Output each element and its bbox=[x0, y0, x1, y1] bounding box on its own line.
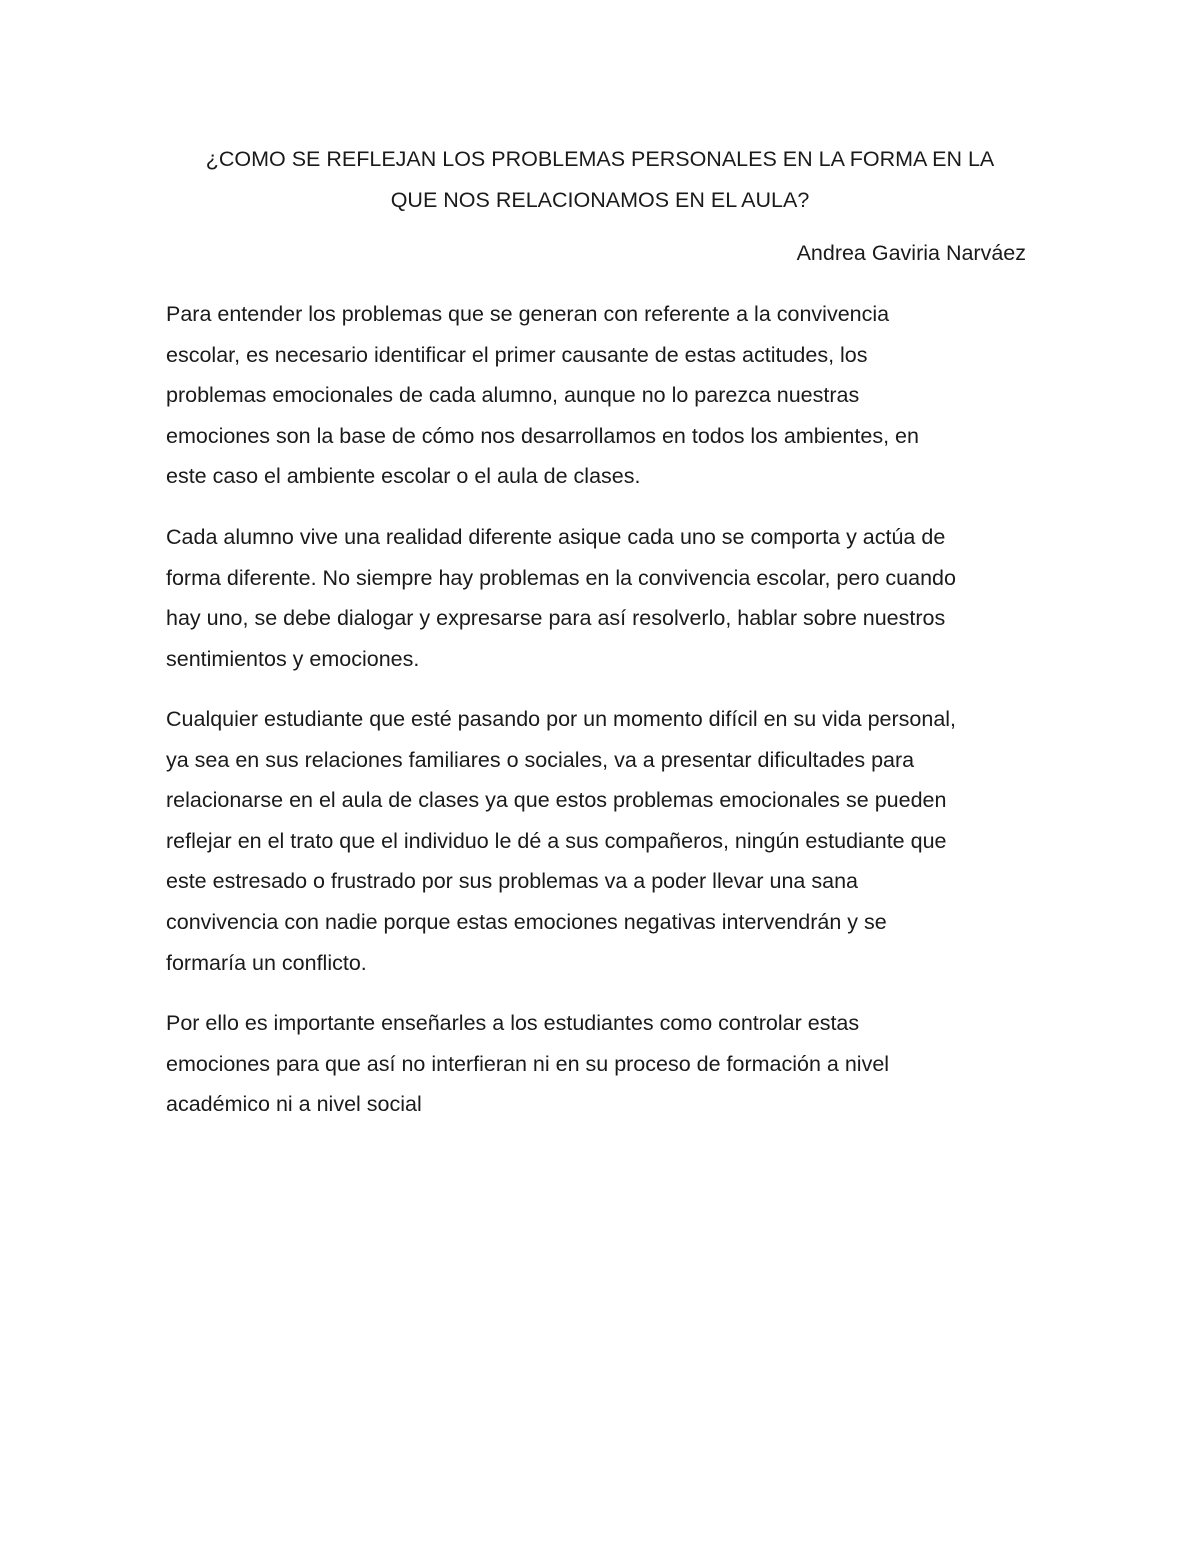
document-title bbox=[166, 139, 1034, 221]
text-line: escolar, es necesario identificar el primer causante de estas actitudes, los bbox=[166, 342, 868, 367]
text-line: reflejar en el trato que el individuo le dé a sus compañeros, ningún estudiante que bbox=[166, 828, 947, 853]
author-name: Andrea Gaviria Narváez bbox=[796, 241, 1026, 265]
title-line: ¿COMO SE REFLEJAN LOS PROBLEMAS PERSONALES EN LA FORMA EN LA bbox=[205, 147, 995, 171]
text-line: Por ello es importante enseñarles a los estudiantes como controlar estas bbox=[166, 1011, 860, 1035]
text-line: relacionarse en el aula de clases ya que estos problemas emocionales se pueden bbox=[166, 788, 947, 813]
text-line: convivencia con nadie porque estas emociones negativas intervendrán y se bbox=[166, 909, 887, 934]
text-line: académico ni a nivel social bbox=[166, 1092, 422, 1117]
text-line: este caso el ambiente escolar o el aula de clases. bbox=[166, 464, 641, 489]
paragraph-4 bbox=[166, 1003, 1036, 1125]
paragraph-2 bbox=[166, 517, 1036, 679]
text-line: Para entender los problemas que se generan con referente a la convivencia bbox=[166, 302, 890, 326]
text-line: ya sea en sus relaciones familiares o sociales, va a presentar dificultades para bbox=[166, 747, 915, 772]
text-line: formaría un conflicto. bbox=[166, 950, 367, 975]
paragraph-1 bbox=[166, 294, 1036, 497]
title-line: QUE NOS RELACIONAMOS EN EL AULA? bbox=[390, 188, 810, 212]
text-line: forma diferente. No siempre hay problemas en la convivencia escolar, pero cuando bbox=[166, 565, 956, 590]
text-line: sentimientos y emociones. bbox=[166, 646, 420, 671]
paragraph-3 bbox=[166, 699, 1036, 983]
text-line: Cualquier estudiante que esté pasando por un momento difícil en su vida personal, bbox=[166, 707, 957, 731]
text-line: emociones son la base de cómo nos desarrollamos en todos los ambientes, en bbox=[166, 423, 919, 448]
text-line: hay uno, se debe dialogar y expresarse para así resolverlo, hablar sobre nuestros bbox=[166, 606, 946, 631]
text-line: problemas emocionales de cada alumno, aunque no lo parezca nuestras bbox=[166, 383, 860, 408]
text-line: Cada alumno vive una realidad diferente asique cada uno se comporta y actúa de bbox=[166, 525, 946, 549]
text-line: emociones para que así no interfieran ni en su proceso de formación a nivel bbox=[166, 1051, 890, 1076]
text-line: este estresado o frustrado por sus problemas va a poder llevar una sana bbox=[166, 869, 858, 894]
